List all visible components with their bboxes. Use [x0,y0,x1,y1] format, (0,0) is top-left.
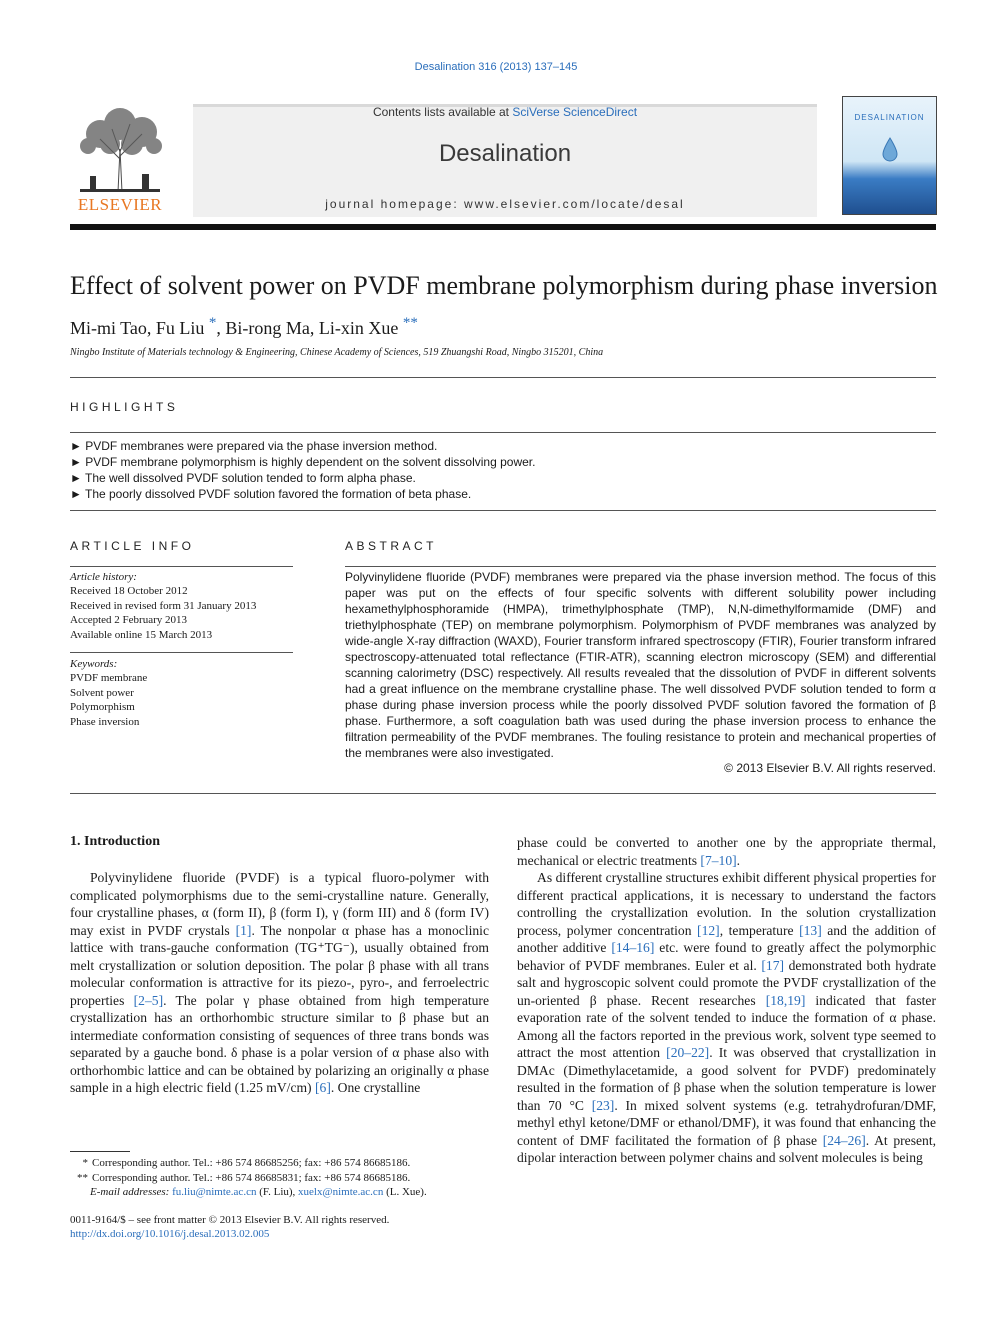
highlights-heading: HIGHLIGHTS [70,400,179,414]
abstract-copyright: © 2013 Elsevier B.V. All rights reserved. [724,761,936,775]
highlight-item: ► The poorly dissolved PVDF solution favored the formation of beta phase. [70,487,472,501]
reference-link[interactable]: [13] [799,922,822,938]
keywords-rule [70,652,293,653]
history-label: Article history: [70,571,137,583]
reference-link[interactable]: [6] [315,1080,331,1095]
history-accepted: Accepted 2 February 2013 [70,614,187,627]
corresponding-author-marker-1[interactable]: * [208,315,217,331]
highlight-item: ► PVDF membranes were prepared via the phase inversion method. [70,439,438,453]
keyword: Solvent power [70,686,134,699]
history-revised: Received in revised form 31 January 2013 [70,599,257,612]
intro-paragraph-continued [517,834,936,869]
journal-cover-image[interactable] [842,96,937,215]
highlights-top-rule [70,432,936,433]
reference-link[interactable]: [2–5] [133,992,164,1008]
keyword: PVDF membrane [70,672,148,685]
intro-paragraph-1 [70,869,489,1097]
author-list [70,315,418,339]
reference-link[interactable]: [20–22] [666,1045,710,1060]
introduction-heading: 1. Introduction [70,834,160,849]
intro-text: . At present, dipolar interaction between polymer chains and solvent molecules is being [517,1132,936,1165]
reference-link[interactable]: [18,19] [765,992,806,1008]
intro-text: and the addition of another additive [517,922,936,955]
keyword: Phase inversion [70,715,140,728]
reference-link[interactable]: [24–26] [822,1132,866,1148]
water-drop-icon [881,137,899,163]
intro-text: . [736,852,741,868]
footnote-1 [70,1156,490,1171]
keywords-label: Keywords: [70,658,118,670]
reference-link[interactable]: [23] [591,1097,615,1113]
intro-text: . The polar γ phase obtained from high temperature crystallization has an orthorhombic structure similar to β phase but an intermediate conformation consisting of sequences of three trans bonds was separated by a gauche bond. δ phase is a polar version of α phase also with orthorhombic lattice and can be obtained by polarizing an originally α phase sample in a high electric field (1.25 mV/cm) [70,992,489,1095]
article-title: Effect of solvent power on PVDF membrane polymorphism during phase inversion [70,271,938,300]
intro-text: demonstrated both hydrate salt and hygroscopic solvent could promote the PVDF crystallization of the un-oriented β phase. Recent researches [517,957,936,1008]
footnotes [70,1156,490,1200]
intro-text: etc. were found to greatly affect the polymorphic behavior of PVDF membranes. Euler et al. [517,940,936,973]
email-link-xue[interactable]: xuelx@nimte.ac.cn [298,1186,384,1199]
intro-text: , temperature [719,922,800,938]
highlights-bottom-rule [70,510,936,511]
doi-link[interactable]: http://dx.doi.org/10.1016/j.desal.2013.02.005 [70,1228,270,1241]
intro-text: indicated that faster evaporation rate of the solvent tended to induce the formation of α phase. Among all the factors reported in the previous work, solvent type seemed to attract the most attention [517,992,936,1060]
sciencedirect-link[interactable]: SciVerse ScienceDirect [512,105,638,119]
reference-link[interactable]: [7–10] [700,852,737,868]
article-history [70,570,256,642]
journal-name: Desalination [438,140,572,167]
highlight-item: ► The well dissolved PVDF solution tended to form alpha phase. [70,471,416,485]
footnote-text: Corresponding author. Tel.: +86 574 86685831; fax: +86 574 86685186. [92,1171,411,1184]
cover-title: DESALINATION [854,113,925,122]
intro-text: . It was observed that crystallization in DMAc (Dimethylacetamide, a good solvent for PVDF) predominately resulted in the formation of β phase when the solution temperature is lower than 70 °C [517,1045,936,1113]
intro-text: . In mixed solvent systems (e.g. tetrahydrofuran/DMF, methyl ethyl ketone/DMF or ethanol/DMF), it was found that enhancing the content of DMF facilitated the formation of β phase [517,1097,936,1148]
intro-text: Polyvinylidene fluoride (PVDF) is a typical fluoro-polymer with complicated polymorphisms due to the semi-crystalline nature. Generally, four crystalline phases, α (form II), β (form I), γ (form III) and δ (form IV) may exist in PVDF crystals [70,870,489,938]
issn-line: 0011-9164/$ – see front matter © 2013 Elsevier B.V. All rights reserved. [70,1214,390,1226]
footnote-2 [70,1171,490,1186]
history-online: Available online 15 March 2013 [70,628,213,641]
journal-citation-link[interactable]: Desalination 316 (2013) 137–145 [414,61,578,73]
intro-text: As different crystalline structures exhibit different physical properties for different practical applications, it is necessary to understand the factors controlling the crystallization evolution. In the solution crystallization process, polymer concentration [517,870,936,938]
intro-text: . One crystalline [330,1080,421,1095]
intro-text: phase could be converted to another one by the appropriate thermal, mechanical or electric treatments [517,835,936,868]
contents-prefix: Contents lists available at [372,105,513,119]
email-owner: (L. Xue). [383,1186,427,1199]
keyword: Polymorphism [70,701,135,714]
footnote-rule [70,1151,130,1152]
footnote-text: Corresponding author. Tel.: +86 574 86685256; fax: +86 574 86685186. [92,1157,411,1169]
intro-paragraph-2 [517,869,936,1167]
keywords-list [70,657,147,729]
footnote-marker: ** [77,1171,88,1184]
authors-part-1: Mi-mi Tao, Fu Liu [70,318,209,338]
email-link-liu[interactable]: fu.liu@nimte.ac.cn [172,1186,257,1199]
email-owner: (F. Liu), [256,1186,299,1199]
journal-homepage[interactable]: journal homepage: www.elsevier.com/locate/desal [325,197,685,211]
abstract-bottom-rule [70,793,936,794]
abstract-text: Polyvinylidene fluoride (PVDF) membranes were prepared via the phase inversion method. The focus of this paper was put on the effects of four specific solvents with different solubility power including hexamethylphosphoramide (HMPA), trimethylphosphate (TMP), N,N-dimethylformamide (DMF) and triethylphosphate (TEP) on membrane polymorphism. Polymorphism of PVDF membranes was analyzed by wide-angle X-ray diffraction (WAXD), Fourier transform infrared spectroscopy (FTIR), Fourier transform infrared spectroscopy-attenuated total reflectance (FTIR-ATR), scanning electron microscopy (SEM) and differential scanning calorimetry (DSC) respectively. All results revealed that the dissolution of PVDF in different solvents had a great influence on the membrane crystalline phase. The well dissolved PVDF solution tended to form α phase during phase inversion process while the poorly dissolved PVDF solution favored the formation of β phase. Furthermore, a soft coagulation bath was used during the phase inversion process to enhance the filtration permeability of the PVDF membranes. The fouling resistance to protein and mechanical properties of the membranes were also investigated. [345,570,936,760]
front-matter [70,1213,389,1242]
tree-icon [70,104,170,194]
email-label: E-mail addresses: [90,1186,173,1199]
article-info-rule [70,566,293,567]
header-divider [70,224,936,230]
authors-part-2: , Bi-rong Ma, Li-xin Xue [216,318,403,338]
contents-line [193,105,817,119]
abstract-heading: ABSTRACT [345,539,438,553]
corresponding-author-marker-2[interactable]: ** [402,315,418,331]
article-info-heading: ARTICLE INFO [70,539,195,553]
intro-text: . The nonpolar α phase has a monoclinic lattice with trans-gauche conformation (TG⁺TG⁻), usually obtained from melt crystallization or solution deposition. The polar β phase with all trans molecular conformation is attractive for its piezo-, pyro-, and ferroelectric properties [70,922,489,1008]
affiliation-divider [70,377,936,378]
author-affiliation: Ningbo Institute of Materials technology & Engineering, Chinese Academy of Sciences, 519 Zhuangshi Road, Ningbo 315201, China [70,347,604,358]
reference-link[interactable]: [14–16] [611,940,655,955]
footnote-marker: * [82,1157,88,1169]
history-received: Received 18 October 2012 [70,585,188,598]
abstract-rule [345,566,936,567]
elsevier-wordmark: ELSEVIER [77,195,163,214]
footnote-emails [70,1185,490,1200]
reference-link[interactable]: [12] [697,922,720,938]
reference-link[interactable]: [17] [761,957,785,973]
reference-link[interactable]: [1] [235,922,252,938]
highlight-item: ► PVDF membrane polymorphism is highly dependent on the solvent dissolving power. [70,455,536,469]
